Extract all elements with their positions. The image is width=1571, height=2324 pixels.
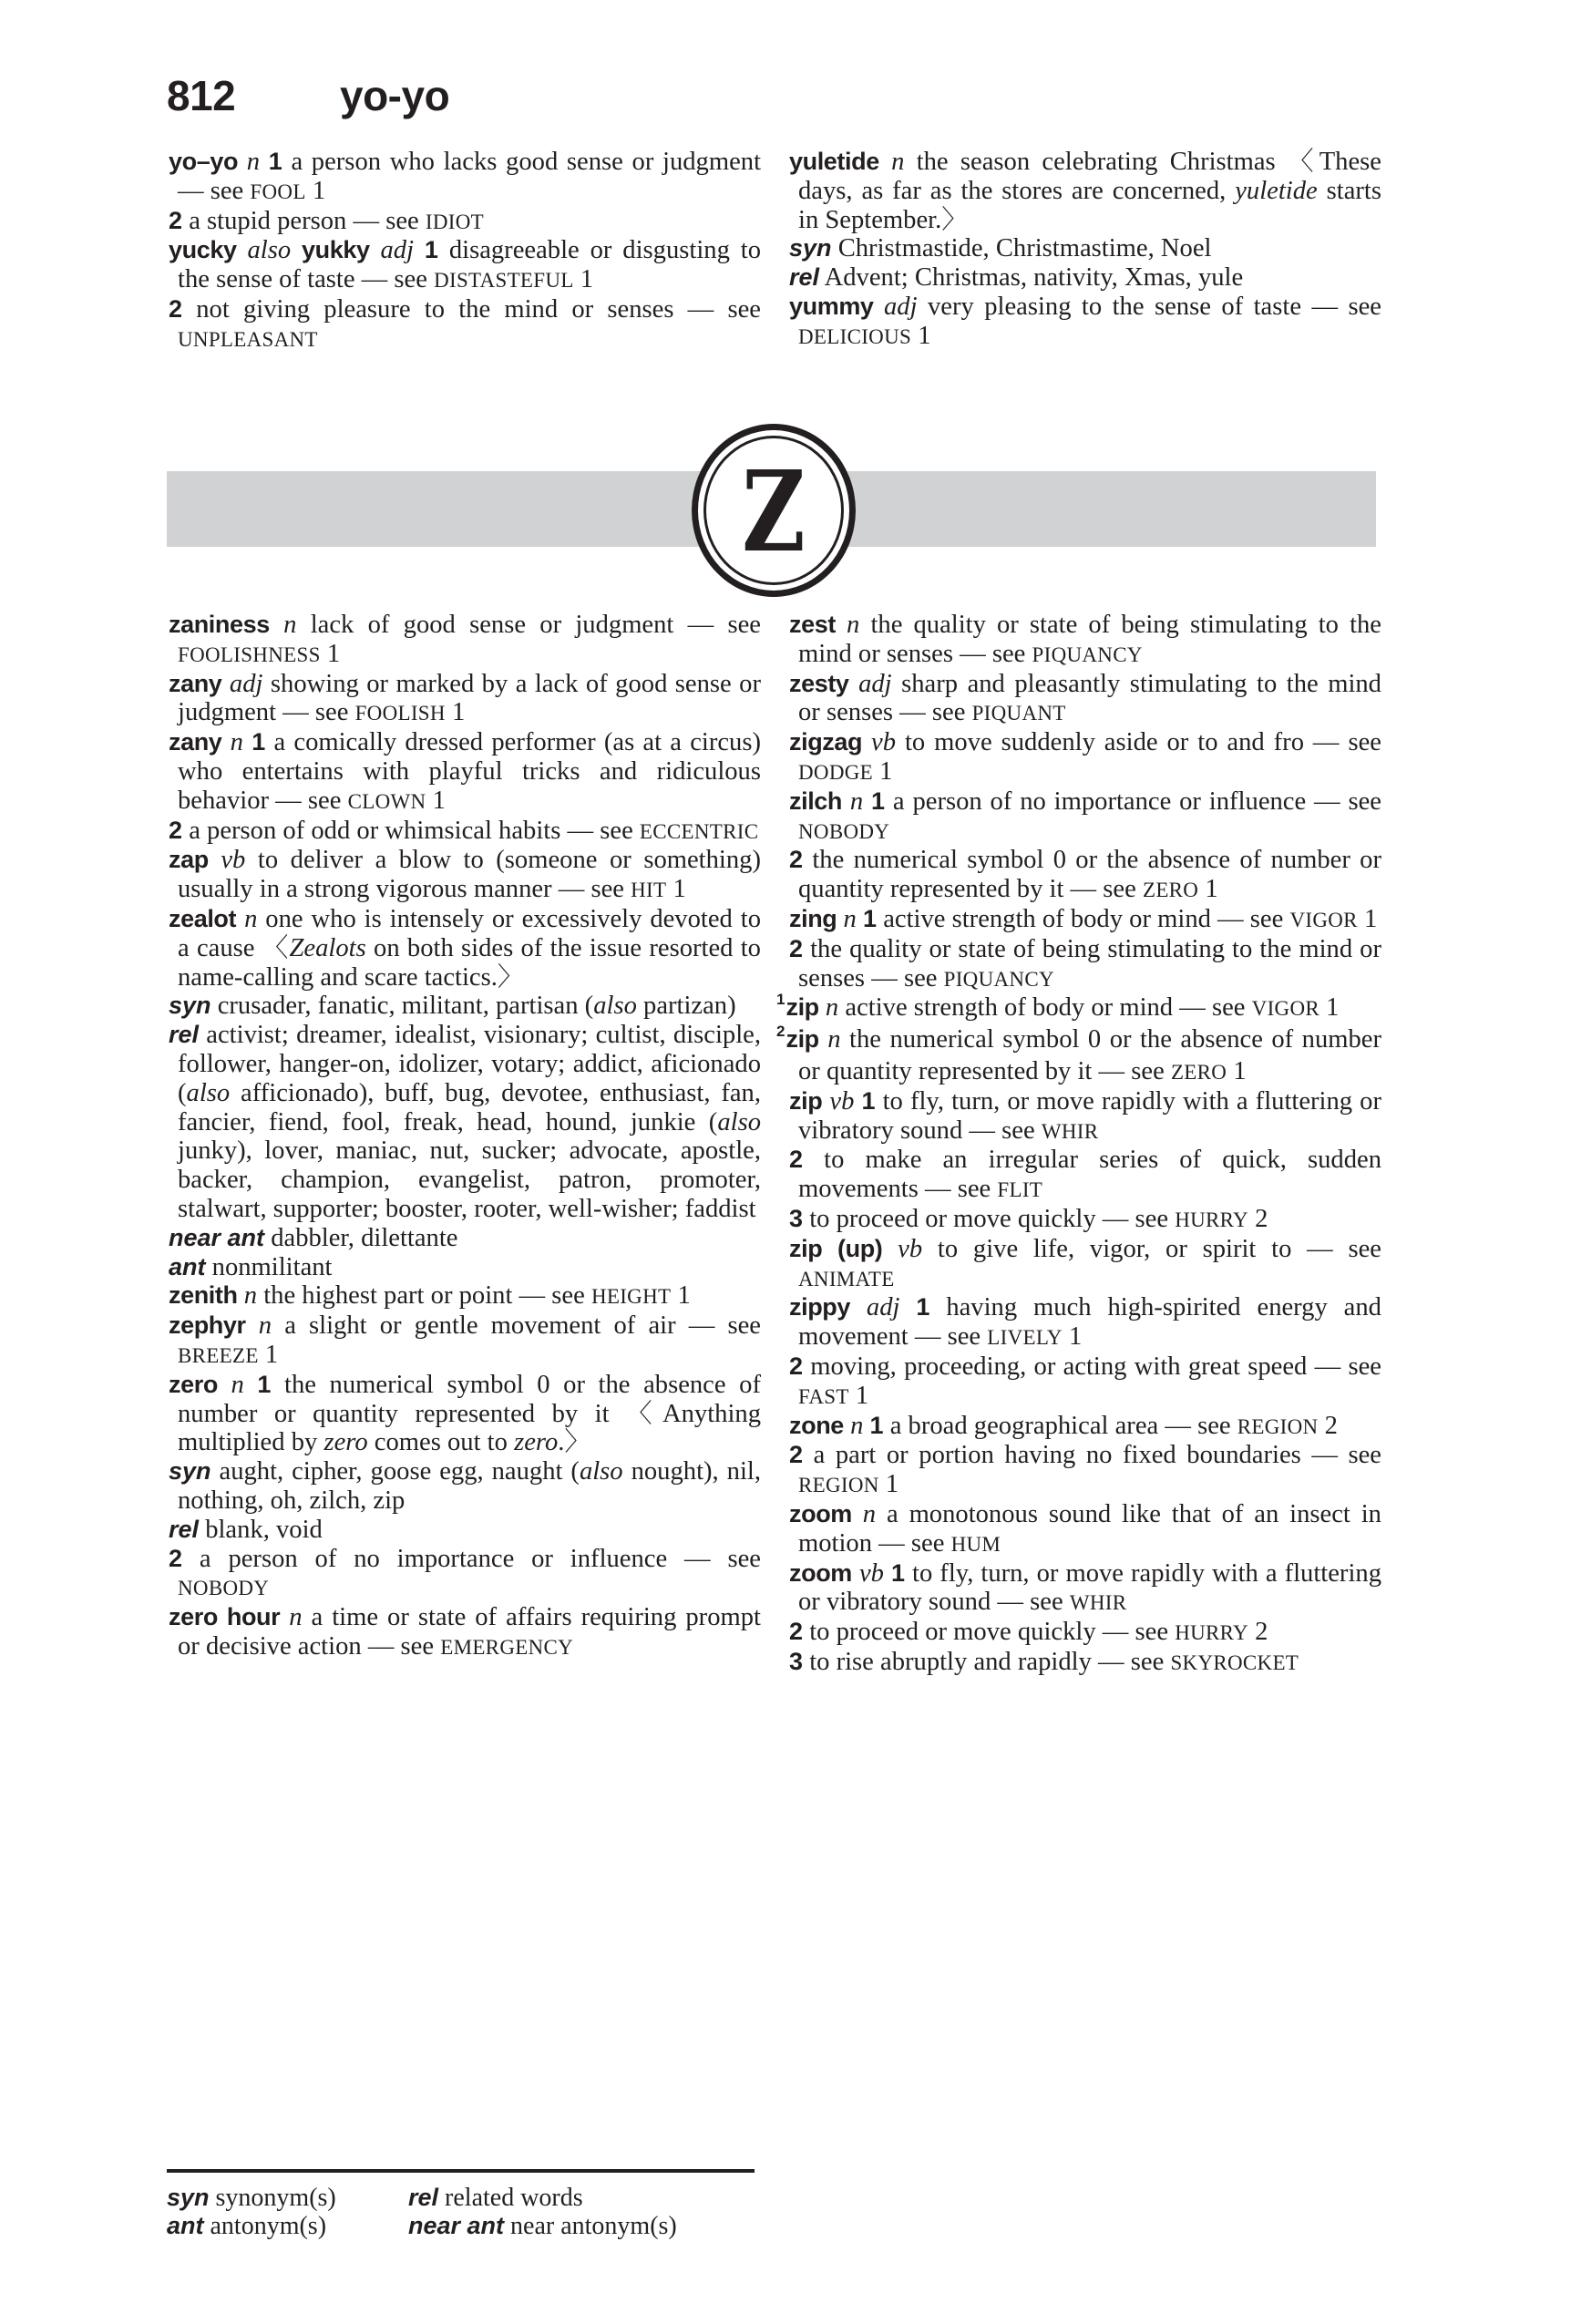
entry-zigzag <box>789 728 1381 787</box>
legend-item-ant <box>167 2212 408 2240</box>
sense-number: 3 <box>789 1647 804 1675</box>
sense <box>789 935 1381 994</box>
headword: zephyr <box>169 1311 246 1340</box>
headword: zippy <box>789 1293 851 1321</box>
headword: yo–yo <box>169 148 239 175</box>
sense <box>789 1352 1381 1412</box>
sense-number: 2 <box>169 816 183 844</box>
part-of-speech: n <box>862 1499 877 1528</box>
cross-reference-number: 1 <box>879 756 893 786</box>
cross-reference-number: 1 <box>580 265 594 294</box>
legend-text: antonym(s) <box>210 2212 327 2240</box>
sense-number: 2 <box>789 1352 804 1380</box>
definition: to fly, turn, or move rapidly with a fluttering or vibratory sound — see <box>798 1086 1381 1145</box>
example-text: Anything multiplied by <box>178 1399 761 1457</box>
example-headword: Zealots <box>289 933 366 962</box>
legend-item-syn <box>167 2184 408 2212</box>
headword: zero hour <box>169 1603 281 1631</box>
cross-reference[interactable]: DISTASTEFUL <box>434 269 574 293</box>
part-of-speech: n <box>230 728 243 757</box>
cross-reference-number: 1 <box>1205 875 1218 904</box>
definition: active strength of body or mind — see <box>883 904 1284 933</box>
part-of-speech: vb <box>221 846 246 875</box>
cross-reference[interactable]: SKYROCKET <box>1170 1650 1299 1674</box>
legend-row <box>167 2184 677 2212</box>
section-letter: Z <box>742 446 806 577</box>
cross-reference-number: 1 <box>326 639 341 668</box>
definition: a person of odd or whimsical habits — see <box>189 816 633 845</box>
cross-reference[interactable]: ZERO <box>1170 1060 1227 1084</box>
variant-label: also <box>247 236 292 265</box>
definition: to rise abruptly and rapidly — see <box>809 1647 1165 1676</box>
headword: zest <box>789 611 836 638</box>
abbreviation-legend <box>167 2184 677 2240</box>
cross-reference[interactable]: VIGOR <box>1251 997 1320 1021</box>
near-antonym-list: dabbler, dilettante <box>271 1223 458 1252</box>
headword: zoom <box>789 1558 852 1587</box>
definition: to deliver a blow to (someone or something) usually in a strong vigorous manner — see <box>178 846 761 904</box>
sense <box>789 846 1381 905</box>
sense-number: 2 <box>789 846 804 874</box>
sense-number: 2 <box>789 1146 804 1174</box>
legend-text: related words <box>445 2184 583 2212</box>
synonym-list: aught, cipher, goose egg, naught ( <box>219 1457 580 1486</box>
sense-number: 1 <box>257 1370 272 1398</box>
definition: to make an irregular series of quick, sudden movements — see <box>798 1146 1381 1204</box>
related-list: activist; dreamer, idealist, visionary; cultist, disciple, follower, hanger-on, idolizer, votary; addict, aficionado ( <box>178 1021 761 1107</box>
entry-zephyr <box>169 1311 761 1371</box>
cross-reference[interactable]: WHIR <box>1041 1119 1099 1143</box>
cross-reference[interactable]: IDIOT <box>425 210 484 233</box>
headword: zealot <box>169 904 237 932</box>
cross-reference[interactable]: HURRY <box>1175 1208 1248 1231</box>
definition: a slight or gentle movement of air — see <box>284 1311 761 1341</box>
synonyms <box>169 992 761 1021</box>
synonyms <box>789 234 1381 263</box>
entry-zippy <box>789 1293 1381 1352</box>
variant-label: also <box>579 1457 623 1486</box>
definition: a broad geographical area — see <box>889 1411 1231 1440</box>
definition: the quality or state of being stimulating to the mind or senses — see <box>798 611 1381 668</box>
cross-reference[interactable]: BREEZE <box>178 1343 259 1367</box>
sense <box>169 1545 761 1604</box>
homograph-number: 2 <box>776 1023 786 1041</box>
part-of-speech: adj <box>883 292 918 321</box>
entry-zero <box>169 1371 761 1457</box>
definition: a stupid person — see <box>189 206 419 235</box>
definition: lack of good sense or judgment — see <box>310 611 761 639</box>
syn-label: syn <box>169 992 211 1020</box>
sense-number: 1 <box>863 904 878 932</box>
part-of-speech: vb <box>871 728 897 757</box>
antonyms <box>169 1253 761 1282</box>
headword: zesty <box>789 669 849 697</box>
sense-number: 2 <box>169 1544 183 1572</box>
cross-reference-number: 1 <box>673 875 686 904</box>
part-of-speech: n <box>849 787 864 816</box>
near-antonyms <box>169 1224 761 1253</box>
sense-number: 2 <box>789 1618 804 1646</box>
sense-number: 1 <box>916 1293 930 1321</box>
guide-word: yo-yo <box>340 72 450 119</box>
definition: to proceed or move quickly — see <box>809 1204 1169 1233</box>
part-of-speech: n <box>825 993 839 1023</box>
entry-zesty <box>789 670 1381 729</box>
antonym-list: nonmilitant <box>211 1252 333 1281</box>
headword: zap <box>169 846 209 874</box>
cross-reference-number: 1 <box>432 786 446 815</box>
entry-zaniness <box>169 611 761 670</box>
cross-reference[interactable]: HIT <box>631 879 667 902</box>
part-of-speech: n <box>289 1603 303 1632</box>
example: 〈These days, as far as the stores are concerned, yuletide starts in September.〉 <box>798 148 1381 234</box>
sense-number: 2 <box>169 294 183 323</box>
cross-reference[interactable]: ANIMATE <box>798 1267 895 1291</box>
definition: a person who lacks good sense or judgment — see <box>178 148 762 205</box>
cross-reference[interactable]: ECCENTRIC <box>639 819 759 843</box>
definition: a person of no importance or influence — see <box>199 1544 761 1573</box>
rel-label: rel <box>169 1021 200 1049</box>
entry-zip-1 <box>776 991 1381 1025</box>
headword: zany <box>169 728 222 756</box>
definition: the numerical symbol 0 or the absence of number or quantity represented by it — see <box>798 1025 1381 1085</box>
definition: to fly, turn, or move rapidly with a fluttering or vibratory sound — see <box>798 1558 1381 1617</box>
letter-z-medallion-icon <box>692 424 856 597</box>
part-of-speech: vb <box>898 1234 923 1263</box>
example-text: comes out to <box>374 1428 508 1457</box>
cross-reference[interactable]: DODGE <box>798 760 873 784</box>
sense-number: 2 <box>789 934 804 962</box>
headword: zing <box>789 904 837 932</box>
headword: zip <box>786 993 819 1022</box>
entry-yo-yo <box>169 148 761 207</box>
cross-reference-number: 2 <box>1324 1411 1338 1440</box>
near-ant-label: near ant <box>408 2212 505 2239</box>
entry-zany-adj <box>169 670 761 729</box>
variant-label: also <box>593 992 637 1021</box>
cross-reference-number: 1 <box>264 1340 279 1369</box>
definition: very pleasing to the sense of taste — see <box>927 292 1381 321</box>
cross-reference-number: 1 <box>1068 1322 1083 1352</box>
cross-reference[interactable]: WHIR <box>1069 1591 1127 1615</box>
part-of-speech: n <box>283 611 297 639</box>
sense-number: 1 <box>869 1411 884 1439</box>
sense-number: 1 <box>268 148 282 175</box>
part-of-speech: adj <box>866 1293 900 1322</box>
definition: sharp and pleasantly stimulating to the mind or senses — see <box>798 669 1381 727</box>
definition: the numerical symbol 0 or the absence of number or quantity represented by it <box>178 1370 761 1428</box>
sense-number: 2 <box>789 1441 804 1469</box>
entry-zoom-n <box>789 1500 1381 1559</box>
cross-reference[interactable]: FOOLISHNESS <box>178 643 321 666</box>
definition: a person of no importance or influence — see <box>892 787 1381 816</box>
headword: zoom <box>789 1499 852 1527</box>
sense-number: 3 <box>789 1204 804 1232</box>
entry-zoom-vb <box>789 1559 1381 1619</box>
related-list: junky), lover, maniac, nut, sucker; advocate, apostle, backer, champion, evangelist, patron, promoter, stalwart, supporter; booster, rooter, well-wisher; faddist <box>178 1136 761 1223</box>
entry-zone <box>789 1412 1381 1442</box>
cross-reference[interactable]: NOBODY <box>178 1577 270 1600</box>
part-of-speech: n <box>850 1411 864 1440</box>
headword: zip (up) <box>789 1234 883 1262</box>
example: 〈Zealots on both sides of the issue resorted to name-calling and scare tactics.〉 <box>178 933 761 992</box>
entry-yuletide <box>789 148 1381 234</box>
cross-reference[interactable]: VIGOR <box>1289 908 1358 931</box>
sense-number: 1 <box>252 728 266 756</box>
example-text: . <box>558 1428 565 1457</box>
cross-reference-number: 1 <box>918 321 931 350</box>
syn-label: syn <box>169 1457 211 1486</box>
definition: one who is intensely or excessively devoted to a cause <box>178 904 761 962</box>
definition: having much high-spirited energy and movement — see <box>798 1293 1381 1352</box>
sense <box>789 1205 1381 1235</box>
rel-label: rel <box>169 1515 200 1543</box>
entry-yummy <box>789 293 1381 352</box>
cross-reference[interactable]: REGION <box>798 1474 879 1497</box>
sense-number: 1 <box>871 787 886 815</box>
legend-text: synonym(s) <box>215 2184 336 2212</box>
sense <box>169 207 761 237</box>
entry-zip-2 <box>776 1023 1381 1087</box>
part-of-speech: adj <box>229 669 263 698</box>
definition: a time or state of affairs requiring prompt or decisive action — see <box>178 1603 761 1661</box>
sense <box>169 817 761 847</box>
sense <box>789 1441 1381 1500</box>
definition: showing or marked by a lack of good sense or judgment — see <box>178 669 761 727</box>
cross-reference[interactable]: ZERO <box>1142 879 1199 902</box>
column-right <box>776 611 1382 1678</box>
cross-reference[interactable]: FLIT <box>997 1178 1043 1202</box>
column-left <box>169 611 761 1662</box>
definition: the season celebrating Christmas <box>916 148 1276 176</box>
cross-reference[interactable]: REGION <box>1237 1414 1319 1438</box>
example-text: starts in September. <box>798 176 1381 234</box>
headword: yucky <box>169 236 237 264</box>
entry-zap <box>169 846 761 905</box>
definition: the highest part or point — see <box>263 1281 585 1311</box>
page-number: 812 <box>167 72 236 119</box>
definition: disagreeable or disgusting to the sense of taste — see <box>178 236 761 294</box>
entry-zing <box>789 905 1381 935</box>
headword: zigzag <box>789 728 863 756</box>
cross-reference[interactable]: LIVELY <box>987 1326 1063 1350</box>
cross-reference-number: 1 <box>1326 993 1340 1023</box>
sense-number: 1 <box>861 1086 876 1115</box>
legend-text: near antonym(s) <box>510 2212 677 2240</box>
ant-label: ant <box>167 2212 204 2239</box>
cross-reference-number: 2 <box>1255 1618 1268 1647</box>
headword: yummy <box>789 292 874 320</box>
synonym-list: partizan) <box>643 992 736 1021</box>
definition: to give life, vigor, or spirit to — see <box>937 1234 1381 1263</box>
sense <box>789 1146 1381 1205</box>
entry-zip-vb <box>789 1087 1381 1147</box>
cross-reference-number: 1 <box>1233 1056 1247 1085</box>
definition: to proceed or move quickly — see <box>809 1618 1169 1647</box>
synonym-list: Christmastide, Christmastime, Noel <box>837 234 1212 263</box>
part-of-speech: n <box>847 611 860 639</box>
headword: zenith <box>169 1281 238 1310</box>
part-of-speech: vb <box>858 1558 884 1588</box>
headword: zip <box>786 1025 819 1054</box>
part-of-speech: n <box>231 1370 244 1399</box>
definition: moving, proceeding, or acting with great speed — see <box>810 1352 1381 1381</box>
entry-zany-n <box>169 728 761 816</box>
part-of-speech: n <box>258 1311 272 1341</box>
legend-row <box>167 2212 677 2240</box>
example: 〈Anything multiplied by zero comes out to zero.〉 <box>178 1399 761 1457</box>
headword: yuletide <box>789 148 879 175</box>
column-top-left <box>169 148 761 355</box>
related-words <box>169 1516 761 1545</box>
column-top-right <box>789 148 1381 352</box>
cross-reference-number: 1 <box>451 698 466 727</box>
cross-reference[interactable]: UNPLEASANT <box>178 327 318 351</box>
cross-reference-number: 1 <box>1363 904 1378 933</box>
example-headword: yuletide <box>1235 176 1318 205</box>
legend-item-rel <box>408 2184 583 2212</box>
cross-reference[interactable]: CLOWN <box>347 789 426 813</box>
sense <box>169 295 761 355</box>
cross-reference[interactable]: HURRY <box>1175 1621 1248 1645</box>
cross-reference-number: 1 <box>885 1470 899 1499</box>
part-of-speech: n <box>827 1025 841 1054</box>
definition: not giving pleasure to the mind or senses — see <box>196 294 761 324</box>
sense <box>789 1648 1381 1678</box>
synonyms <box>169 1457 761 1516</box>
entry-zenith <box>169 1281 761 1311</box>
cross-reference[interactable]: HEIGHT <box>590 1285 672 1309</box>
headword: zaniness <box>169 611 270 638</box>
ant-label: ant <box>169 1252 206 1280</box>
definition: a part or portion having no fixed boundaries — see <box>813 1441 1381 1470</box>
entry-zealot <box>169 905 761 992</box>
cross-reference[interactable]: PIQUANCY <box>943 967 1054 991</box>
syn-label: syn <box>789 234 832 262</box>
cross-reference-number: 2 <box>1255 1204 1268 1233</box>
legend-item-near-ant <box>408 2212 677 2240</box>
cross-reference[interactable]: NOBODY <box>798 819 890 843</box>
definition: a comically dressed performer (as at a circus) who entertains with playful tricks and ridiculous behavior — see <box>178 728 761 815</box>
cross-reference[interactable]: HUM <box>950 1532 1001 1556</box>
headword: zilch <box>789 787 843 815</box>
part-of-speech: vb <box>829 1086 855 1116</box>
homograph-number: 1 <box>776 991 786 1009</box>
cross-reference-number: 1 <box>677 1281 691 1311</box>
variant-label: also <box>186 1078 231 1107</box>
headword: zone <box>789 1411 844 1439</box>
cross-reference[interactable]: FOOLISH <box>354 702 446 725</box>
part-of-speech: n <box>244 904 258 933</box>
definition: the numerical symbol 0 or the absence of number or quantity represented by it — see <box>798 846 1382 904</box>
example-headword: zero <box>323 1428 368 1457</box>
example-text: These days, as far as the stores are concerned, <box>798 148 1381 205</box>
related-list: blank, void <box>205 1515 323 1544</box>
headword: zero <box>169 1370 218 1398</box>
cross-reference[interactable]: EMERGENCY <box>440 1635 574 1659</box>
related-list: afficionado), buff, bug, devotee, enthusiast, fan, fancier, fiend, fool, freak, head, hound, junkie ( <box>178 1078 762 1136</box>
cross-reference[interactable]: FAST <box>798 1384 849 1408</box>
example-text: on both sides of the issue resorted to name-calling and scare tactics. <box>178 933 761 992</box>
cross-reference-number: 1 <box>855 1381 869 1410</box>
synonym-list: crusader, fanatic, militant, partisan ( <box>217 992 594 1021</box>
sense-number: 1 <box>890 1558 905 1587</box>
entry-yucky <box>169 236 761 295</box>
variant-label: also <box>717 1107 761 1136</box>
sense-number: 1 <box>424 236 438 264</box>
rel-label: rel <box>408 2184 439 2211</box>
cross-reference-number: 1 <box>312 176 326 205</box>
part-of-speech: n <box>843 904 857 933</box>
part-of-speech: n <box>246 148 261 176</box>
related-words <box>169 1021 761 1224</box>
headword: zip <box>789 1086 823 1115</box>
entry-zip-up <box>789 1235 1381 1294</box>
example-headword: zero <box>514 1428 559 1457</box>
definition: a monotonous sound like that of an insect in motion — see <box>798 1499 1381 1558</box>
definition: the quality or state of being stimulating to the mind or senses — see <box>798 934 1381 992</box>
part-of-speech: n <box>243 1281 258 1311</box>
cross-reference[interactable]: FOOL <box>250 180 306 203</box>
sense <box>789 1618 1381 1648</box>
cross-reference[interactable]: PIQUANCY <box>1032 643 1143 666</box>
part-of-speech: adj <box>380 236 415 265</box>
entry-zest <box>789 611 1381 670</box>
near-ant-label: near ant <box>169 1223 265 1251</box>
footer-rule <box>167 2169 755 2173</box>
definition: to move suddenly aside or to and fro — see <box>904 728 1381 757</box>
sense-number: 2 <box>169 206 183 234</box>
part-of-speech: adj <box>858 669 892 698</box>
definition: active strength of body or mind — see <box>845 993 1246 1023</box>
related-list: Advent; Christmas, nativity, Xmas, yule <box>824 263 1244 293</box>
variant-headword: yukky <box>302 236 370 264</box>
cross-reference[interactable]: DELICIOUS <box>798 324 912 348</box>
related-words <box>789 263 1381 293</box>
running-head <box>167 71 449 120</box>
rel-label: rel <box>789 263 820 292</box>
headword: zany <box>169 669 222 697</box>
syn-label: syn <box>167 2184 210 2211</box>
part-of-speech: n <box>891 148 905 176</box>
cross-reference[interactable]: PIQUANT <box>971 702 1066 725</box>
entry-zilch <box>789 787 1381 847</box>
synonym-list: nought), nil, nothing, oh, zilch, zip <box>178 1457 761 1515</box>
entry-zero-hour <box>169 1603 761 1662</box>
